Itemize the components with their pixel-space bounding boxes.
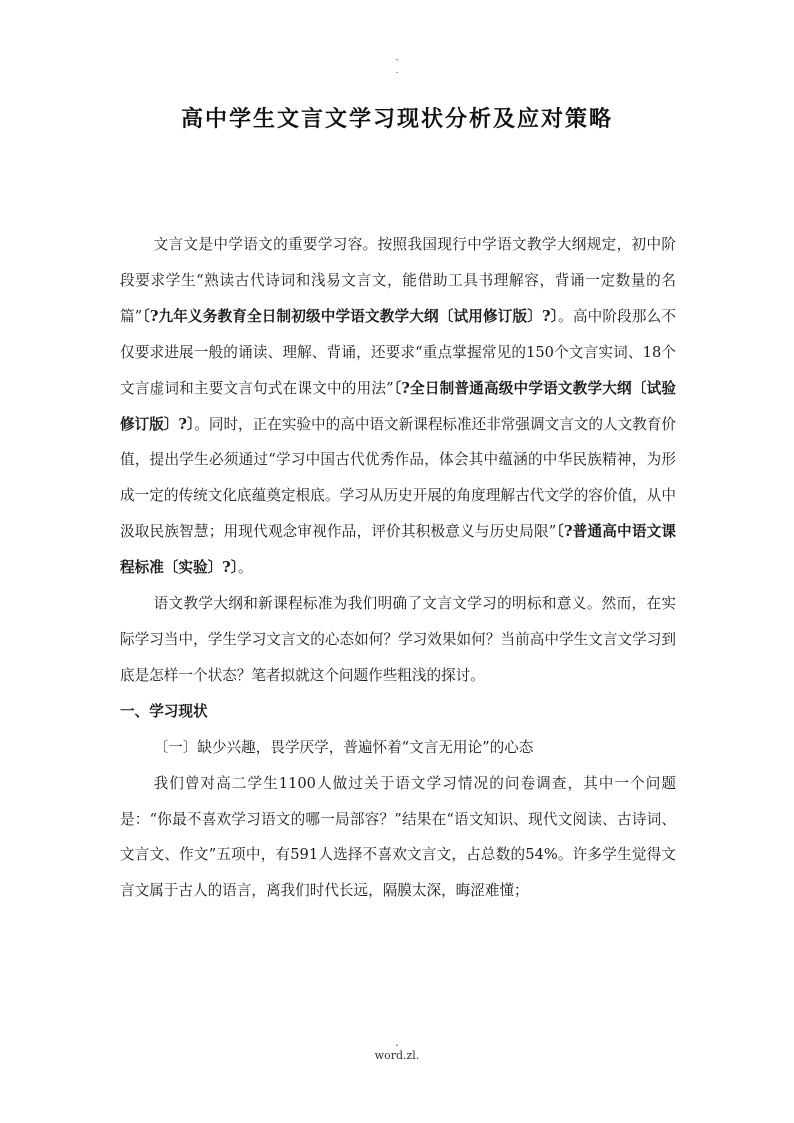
citation: 〔?全日制普通高级中学语文教学大纲〔试验修订版〕?〕 — [120, 379, 676, 433]
paragraph-intro — [120, 227, 676, 586]
page-footer — [0, 1036, 794, 1062]
paragraph-survey: 我们曾对高二学生1100人做过关于语文学习情况的问卷调查，其中一个问题是：“你最不喜欢学习语文的哪一局部容？”结果在“语文知识、现代文阅读、古诗词、文言文、作文”五项中，有591人选择不喜欢文言文，占总数的54%。许多学生觉得文言文属于古人的语言，离我们时代长远，隔膜太深，晦涩难懂； — [120, 774, 676, 900]
paragraph-text: 。 — [238, 559, 253, 577]
subsection-heading: 〔一〕缺少兴趣，畏学厌学，普遍怀着“文言无用论”的心态 — [153, 738, 534, 756]
footer-mark: . — [395, 1036, 399, 1049]
document-title: 高中学生文言文学习现状分析及应对策略 — [180, 106, 613, 132]
paragraph-text: 。同时，正在实验中的高中语文新课程标准还非常强调文言文的人文教育价值，提出学生必须通过“学习中国古代优秀作品，体会其中蕴涵的中华民族精神，为形成一定的传统文化底蕴奠定根底。学习从历史开展的角度理解古代文学的容价值，从中汲取民族智慧；用现代观念审视作品，评价其积极意义与历史局限” — [120, 415, 676, 541]
document-body — [120, 227, 676, 909]
citation: 〔?九年义务教育全日制初级中学语文教学大纲〔试用修订版〕?〕 — [142, 307, 559, 325]
header-mark-top: - — [395, 55, 399, 64]
paragraph-text: 文言文是中学语文的重要学习容。按照我国现行中学语文教学大纲规定，初中阶段要求学生“熟读古代诗词和浅易文言文，能借助工具书理解容，背诵一定数量的名篇” — [120, 236, 676, 325]
paragraph-text: 。高中阶段那么不仅要求进展一般的诵读、理解、背诵，还要求“重点掌握常见的150个文言实词、18个文言虚词和主要文言句式在课文中的用法” — [120, 307, 676, 397]
citation: 〔?普通高中语文课程标准〔实验〕?〕 — [120, 523, 676, 577]
section-heading: 一、学习现状 — [120, 702, 208, 720]
paragraph-question: 语文教学大纲和新课程标准为我们明确了文言文学习的明标和意义。然而，在实际学习当中，学生学习文言文的心态如何？学习效果如何？当前高中学生文言文学习到底是怎样一个状态？笔者拟就这个问题作些粗浅的探讨。 — [120, 595, 676, 684]
footer-text: word.zl. — [374, 1049, 420, 1062]
header-marks — [0, 54, 794, 76]
header-mark-bottom: . — [395, 66, 399, 75]
